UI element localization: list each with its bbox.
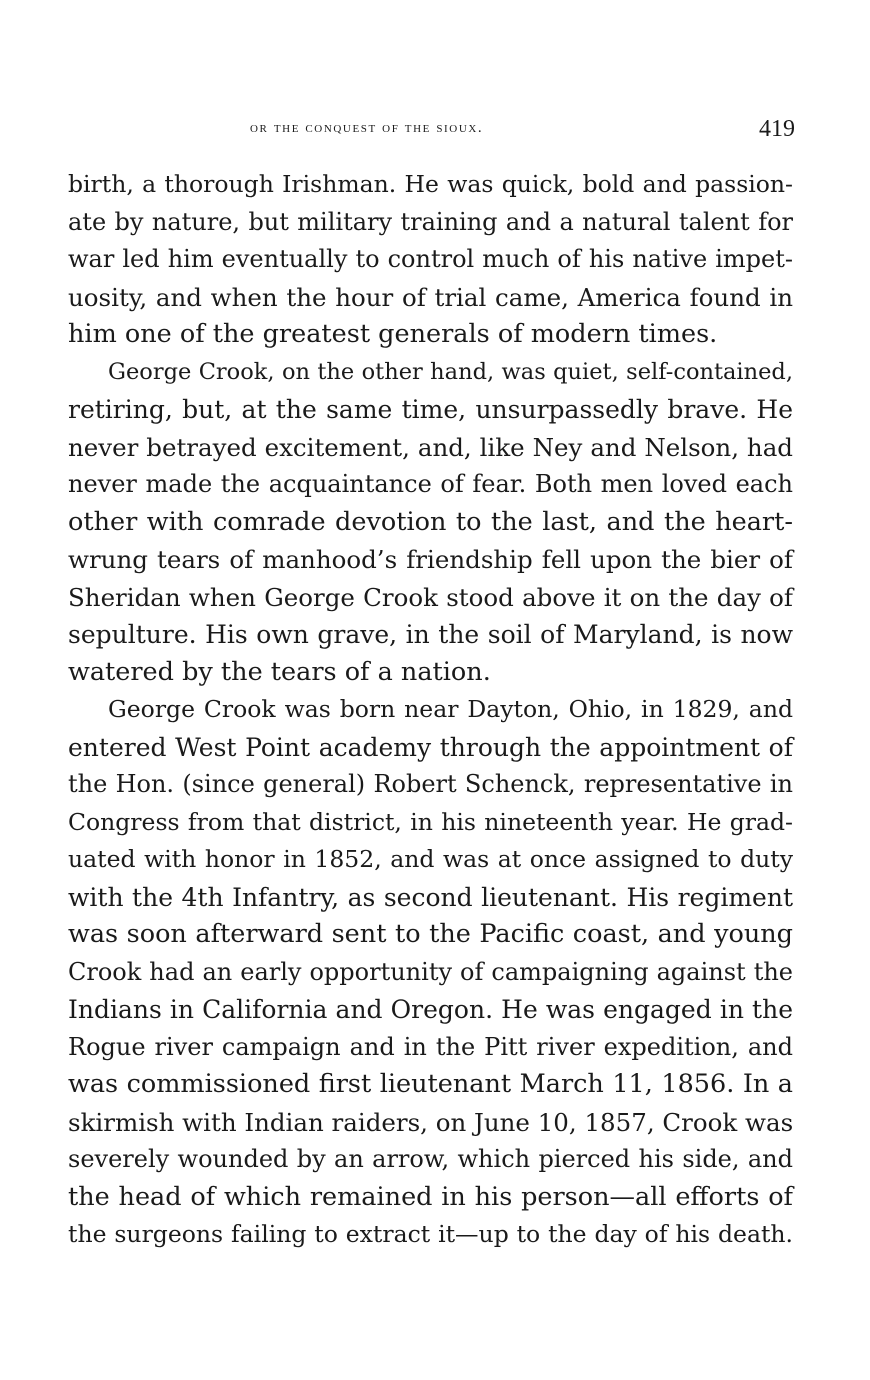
text-line: George Crook was born near Dayton, Ohio, in 1829, and [108, 695, 793, 723]
paragraph-1 [68, 166, 793, 354]
text-line: George Crook, on the other hand, was quiet, self-contained, [108, 358, 793, 385]
text-line: was commissioned first lieutenant March 11, 1856. In a [68, 1069, 793, 1099]
running-title: or the conquest of the sioux. [250, 120, 484, 136]
paragraph-3 [68, 691, 793, 1254]
text-line: the head of which remained in his person—all efforts of [68, 1181, 793, 1212]
text-line: skirmish with Indian raiders, on June 10, 1857, Crook was [68, 1107, 794, 1137]
text-line: the Hon. (since general) Robert Schenck, representative in [68, 770, 793, 798]
text-line: wrung tears of manhood’s friendship fell upon the bier of [68, 545, 793, 574]
text-line: with the 4th Infantry, as second lieutenant. His regiment [68, 882, 793, 912]
page-number: 419 [759, 116, 795, 142]
text-line: never made the acquaintance of fear. Both men loved each [68, 470, 793, 498]
text-line: sepulture. His own grave, in the soil of Maryland, is now [68, 620, 793, 649]
text-line: him one of the greatest generals of modern times. [68, 319, 718, 349]
text-line: watered by the tears of a nation. [68, 656, 491, 687]
running-head [250, 116, 795, 146]
body-text [68, 166, 793, 1254]
text-line: birth, a thorough Irishman. He was quick, bold and passion- [68, 170, 793, 198]
text-line: Sheridan when George Crook stood above it on the day of [68, 582, 793, 612]
text-line: Congress from that district, in his nineteenth year. He grad- [68, 807, 793, 836]
text-line: other with comrade devotion to the last, and the heart- [68, 506, 793, 537]
text-line: entered West Point academy through the appointment of [68, 732, 793, 762]
text-line: Rogue river campaign and in the Pitt river expedition, and [68, 1032, 793, 1061]
text-line: ate by nature, but military training and a natural talent for [68, 207, 793, 236]
text-line: never betrayed excitement, and, like Ney and Nelson, had [68, 432, 793, 462]
text-line: war led him eventually to control much of his native impet- [68, 245, 793, 273]
paragraph-2 [68, 354, 793, 692]
text-line: uosity, and when the hour of trial came, America found in [68, 282, 793, 312]
text-line: was soon afterward sent to the Pacific coast, and young [68, 919, 793, 949]
text-line: severely wounded by an arrow, which pierced his side, and [68, 1145, 793, 1173]
text-line: the surgeons failing to extract it—up to the day of his death. [68, 1220, 793, 1248]
text-line: retiring, but, at the same time, unsurpassedly brave. He [68, 395, 793, 424]
text-line: Indians in California and Oregon. He was engaged in the [68, 995, 793, 1024]
text-line: uated with honor in 1852, and was at once assigned to duty [68, 845, 793, 873]
text-line: Crook had an early opportunity of campaigning against the [68, 957, 793, 986]
